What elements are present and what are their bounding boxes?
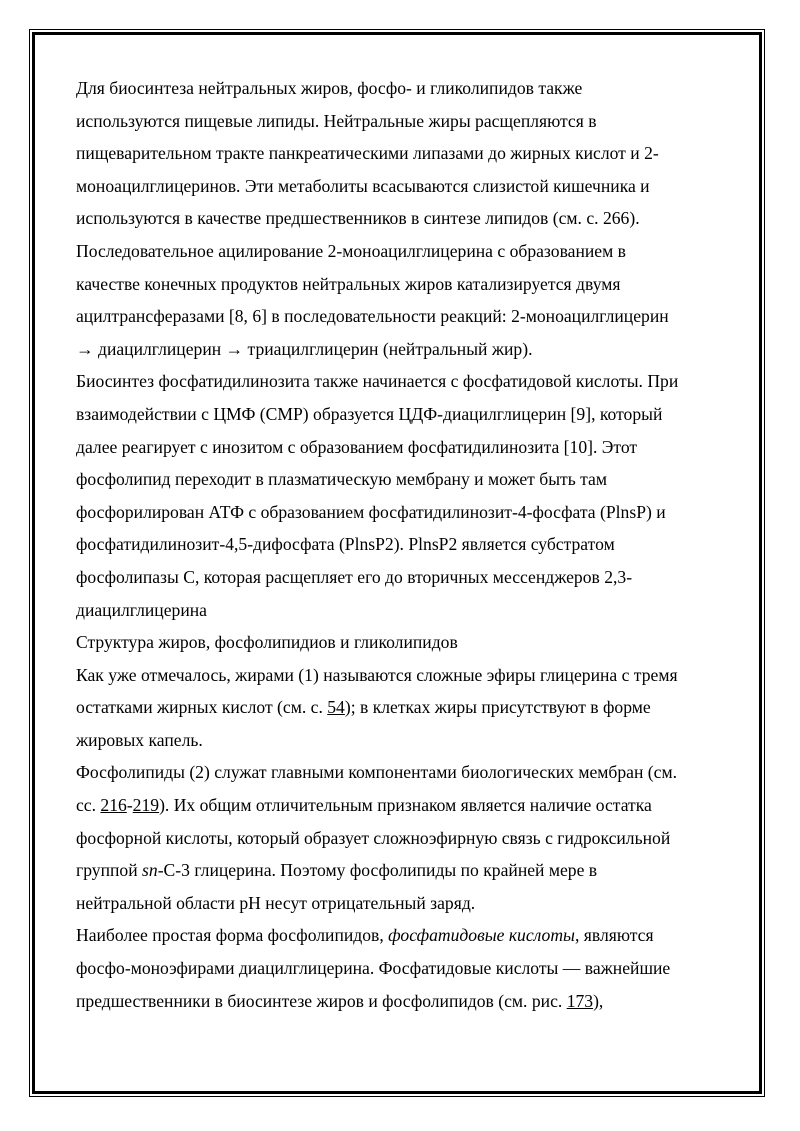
text-line: жировых капель.: [76, 729, 203, 750]
italic-term: sn: [142, 860, 158, 881]
text-line: Биосинтез фосфатидилинозита также начинается с фосфатидовой кислоты. При: [76, 371, 679, 392]
page-link-54[interactable]: 54: [327, 697, 345, 718]
text-line: нейтральной области рН несут отрицательный заряд.: [76, 892, 476, 913]
text-fragment: ),: [593, 990, 604, 1011]
heading-text: Структура жиров, фосфолипидиов и гликолипидов: [76, 632, 458, 653]
text-line: [76, 789, 726, 822]
text-line: пищеварительном тракте панкреатическими липазами до жирных кислот и 2-: [76, 143, 659, 164]
page-link-219[interactable]: 219: [132, 795, 160, 816]
paragraph-neutral-fats-digestion: [76, 72, 726, 235]
paragraph-phosphatidylinositol: [76, 365, 726, 626]
text-line: → диацилглицерин → триацилглицерин (нейтральный жир).: [76, 338, 533, 359]
text-line: [76, 691, 726, 724]
section-heading: [76, 626, 726, 659]
page-link-216[interactable]: 216: [100, 795, 127, 816]
text-line: [76, 985, 726, 1018]
text-line: Как уже отмечалось, жирами (1) называются сложные эфиры глицерина с тремя: [76, 664, 678, 685]
figure-link-173[interactable]: 173: [566, 990, 594, 1011]
paragraph-phospholipids: [76, 756, 726, 919]
text-line: качестве конечных продуктов нейтральных жиров катализируется двумя: [76, 273, 621, 294]
paragraph-acylation: [76, 235, 726, 365]
text-line: фосфатидилинозит-4,5-дифосфата (PlnsP2). PlnsP2 является субстратом: [76, 534, 615, 555]
text-line: Для биосинтеза нейтральных жиров, фосфо- и гликолипидов также: [76, 78, 583, 98]
text-line: используются пищевые липиды. Нейтральные жиры расщепляются в: [76, 110, 597, 131]
text-line: Фосфолипиды (2) служат главными компонентами биологических мембран (см.: [76, 762, 677, 783]
text-fragment: -С-3 глицерина. Поэтому фосфолипиды по крайней мере в: [157, 860, 598, 881]
text-line: фосфорной кислоты, который образует сложноэфирную связь с гидроксильной: [76, 827, 671, 848]
text-fragment: предшественники в биосинтезе жиров и фосфолипидов (см. рис.: [76, 990, 567, 1011]
text-line: диацилглицерина: [76, 599, 207, 620]
text-line: фосфо-моноэфирами диацилглицерина. Фосфатидовые кислоты — важнейшие: [76, 958, 671, 979]
text-line: [76, 919, 726, 952]
text-fragment: сс.: [76, 795, 101, 816]
text-line: фосфолипазы С, которая расщепляет его до вторичных мессенджеров 2,3-: [76, 566, 633, 587]
document-body: [76, 72, 726, 1017]
text-line: фосфорилирован АТФ с образованием фосфатидилинозит-4-фосфата (PlnsP) и: [76, 501, 666, 522]
text-line: ацилтрансферазами [8, 6] в последовательности реакций: 2-моноацилглицерин: [76, 306, 669, 327]
text-fragment: группой: [76, 860, 143, 881]
text-fragment: Наиболее простая форма фосфолипидов,: [76, 925, 389, 946]
text-fragment: ); в клетках жиры присутствуют в форме: [344, 697, 651, 718]
text-fragment: ). Их общим отличительным признаком является наличие остатка: [159, 795, 652, 816]
text-fragment: -: [126, 795, 133, 816]
text-line: моноацилглицеринов. Эти метаболиты всасываются слизистой кишечника и: [76, 175, 650, 196]
text-line: Последовательное ацилирование 2-моноацилглицерина с образованием в: [76, 240, 626, 261]
text-line: [76, 854, 726, 887]
paragraph-fats-structure: [76, 659, 726, 757]
text-line: фосфолипид переходит в плазматическую мембрану и может быть там: [76, 469, 607, 490]
text-line: далее реагирует с инозитом с образованием фосфатидилинозита [10]. Этот: [76, 436, 638, 457]
paragraph-phosphatidic-acids: [76, 919, 726, 1017]
text-line: используются в качестве предшественников в синтезе липидов (см. с. 266).: [76, 208, 640, 229]
text-fragment: остатками жирных кислот (см. с.: [76, 697, 328, 718]
text-line: взаимодействии с ЦМФ (CMP) образуется ЦДФ-диацилглицерин [9], который: [76, 403, 663, 424]
text-fragment: , являются: [574, 925, 654, 946]
italic-term: фосфатидовые кислоты: [388, 925, 575, 946]
